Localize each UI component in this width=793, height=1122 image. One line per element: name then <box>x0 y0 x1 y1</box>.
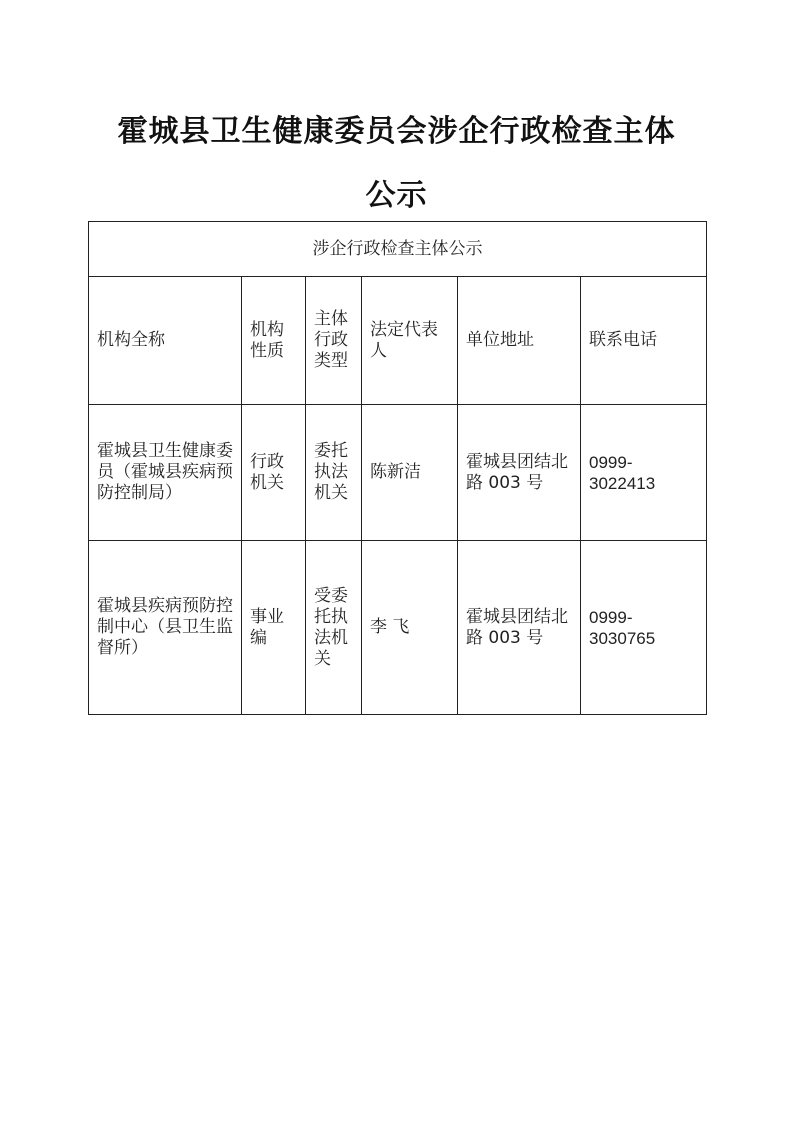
table-row <box>89 541 707 715</box>
header-cell: 主体行政类型 <box>306 277 362 405</box>
cell-phone: 0999-3022413 <box>581 405 707 541</box>
cell-address: 霍城县团结北路 003 号 <box>458 405 581 541</box>
document-title-line2: 公示 <box>365 178 428 213</box>
cell-rep: 陈新洁 <box>362 405 458 541</box>
table-caption: 涉企行政检查主体公示 <box>89 222 707 277</box>
cell-phone: 0999-3030765 <box>581 541 707 715</box>
table-caption-row <box>89 222 707 277</box>
cell-rep: 李 飞 <box>362 541 458 715</box>
cell-name: 霍城县疾病预防控制中心（县卫生监督所） <box>89 541 242 715</box>
cell-nature: 行政机关 <box>242 405 306 541</box>
inspection-subject-table <box>88 221 707 715</box>
cell-type: 委托执法机关 <box>306 405 362 541</box>
header-cell: 单位地址 <box>458 277 581 405</box>
header-cell: 机构性质 <box>242 277 306 405</box>
cell-name: 霍城县卫生健康委员（霍城县疾病预防控制局） <box>89 405 242 541</box>
header-cell: 机构全称 <box>89 277 242 405</box>
cell-nature: 事业编 <box>242 541 306 715</box>
cell-address: 霍城县团结北路 003 号 <box>458 541 581 715</box>
cell-type: 受委托执法机关 <box>306 541 362 715</box>
document-title: 霍城县卫生健康委员会涉企行政检查主体 <box>117 114 676 149</box>
table-header-row <box>89 277 707 405</box>
table-row <box>89 405 707 541</box>
header-cell: 联系电话 <box>581 277 707 405</box>
header-cell: 法定代表人 <box>362 277 458 405</box>
